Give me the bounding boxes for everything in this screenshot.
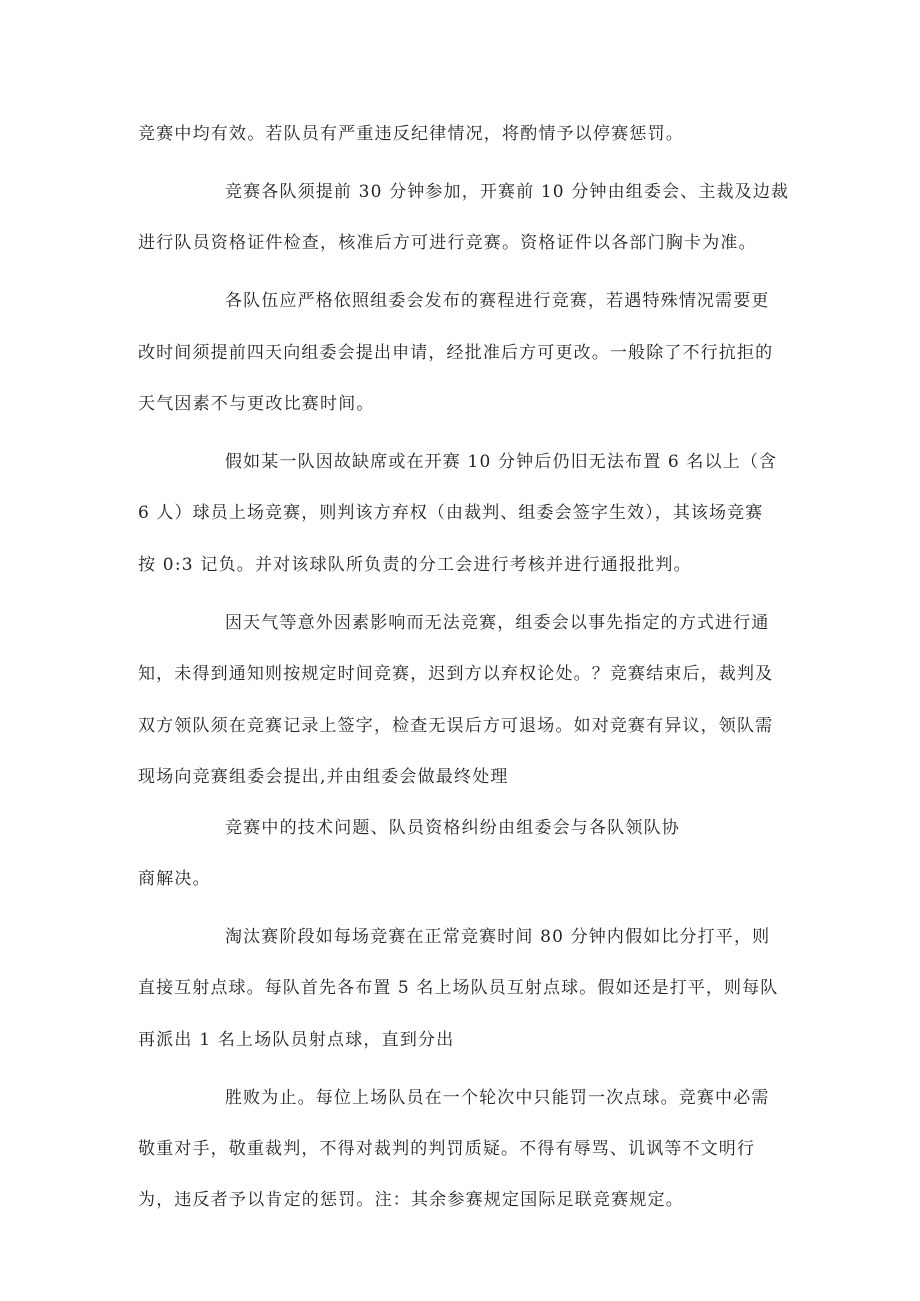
text-line: 胜败为止。每位上场队员在一个轮次中只能罚一次点球。竞赛中必需	[225, 1088, 770, 1108]
text-line: 直接互射点球。每队首先各布置 5 名上场队员互射点球。假如还是打平，则每队	[138, 978, 779, 998]
text-line: 竞赛中均有效。若队员有严重违反纪律情况，将酌情予以停赛惩罚。	[138, 124, 684, 144]
text-line: 进行队员资格证件检查，核准后方可进行竞赛。资格证件以各部门胸卡为准。	[138, 233, 757, 253]
text-line: 现场向竞赛组委会提出,并由组委会做最终处理	[138, 767, 509, 787]
text-line: 竞赛中的技术问题、队员资格纠纷由组委会与各队领队协	[225, 818, 680, 838]
text-line: 淘汰赛阶段如每场竞赛在正常竞赛时间 80 分钟内假如比分打平，则	[225, 927, 771, 947]
text-line: 改时间须提前四天向组委会提出申请，经批准后方可更改。一般除了不行抗拒的	[138, 343, 774, 363]
text-line: 竞赛各队须提前 30 分钟参加，开赛前 10 分钟由组委会、主裁及边裁	[225, 182, 790, 202]
text-line: 6 人）球员上场竞赛，则判该方弃权（由裁判、组委会签字生效），其该场竞赛	[138, 503, 764, 523]
text-line: 再派出 1 名上场队员射点球，直到分出	[138, 1030, 455, 1050]
text-line: 为，违反者予以肯定的惩罚。注：其余参赛规定国际足联竞赛规定。	[138, 1190, 684, 1210]
text-line: 假如某一队因故缺席或在开赛 10 分钟后仍旧无法布置 6 名以上（含	[225, 452, 778, 472]
text-line: 商解决。	[138, 869, 211, 889]
text-line: 各队伍应严格依照组委会发布的赛程进行竞赛，若遇特殊情况需要更	[225, 291, 770, 311]
text-line: 按 0:3 记负。并对该球队所负责的分工会进行考核并进行通报批判。	[138, 555, 692, 575]
text-line: 双方领队须在竞赛记录上签字，检查无误后方可退场。如对竞赛有异议，领队需	[138, 716, 774, 736]
text-line: 天气因素不与更改比赛时间。	[138, 394, 375, 414]
text-line: 敬重对手，敬重裁判，不得对裁判的判罚质疑。不得有辱骂、讥讽等不文明行	[138, 1139, 756, 1159]
text-line: 知，未得到通知则按规定时间竞赛，迟到方以弃权论处。？竞赛结束后，裁判及	[138, 664, 774, 684]
text-line: 因天气等意外因素影响而无法竞赛，组委会以事先指定的方式进行通	[225, 613, 770, 633]
